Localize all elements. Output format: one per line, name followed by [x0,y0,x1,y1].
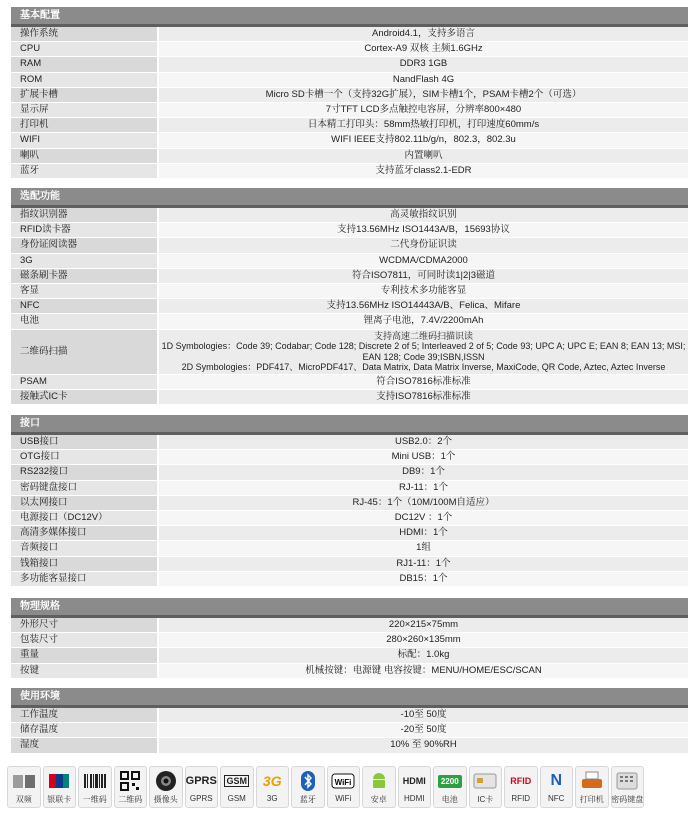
ic-card-icon [473,770,497,792]
feature-item [185,766,219,808]
feature-item [540,766,574,808]
barcode-icon [82,770,108,792]
spec-row [11,164,688,179]
feature-item [43,766,77,808]
feature-item [611,766,645,808]
3g-icon [263,770,282,792]
spec-key: 多功能客显接口 [11,572,157,586]
spec-row [11,723,688,738]
spec-section [11,415,688,587]
feature-label: 打印机 [579,795,604,804]
unionpay-card-icon [47,770,71,792]
spec-key: OTG接口 [11,450,157,464]
keypad-icon [615,770,639,792]
spec-key: 钱箱接口 [11,557,157,571]
spec-row [11,511,688,526]
spec-value: 锂离子电池，7.4V/2200mAh [157,314,688,328]
spec-row [11,633,688,648]
feature-item [362,766,396,808]
spec-value: 符合ISO7811，可同时读1|2|3磁道 [157,269,688,283]
spec-row [11,541,688,556]
dual-screen-icon [11,770,37,792]
feature-item [78,766,112,808]
feature-item [575,766,609,808]
spec-section [11,688,688,754]
printer-icon [580,770,604,792]
feature-label: 3G [266,794,278,803]
spec-key: WIFI [11,133,157,147]
feature-item [7,766,41,808]
spec-key: 密码键盘接口 [11,481,157,495]
spec-row [11,269,688,284]
spec-value: 1组 [157,541,688,555]
qrcode-icon [120,770,140,792]
spec-key: RAM [11,57,157,71]
android-icon [370,770,388,792]
spec-value: Mini USB：1个 [157,450,688,464]
feature-icon-text: 2200 [438,775,462,788]
spec-value: 支持ISO7816标准标准 [157,390,688,404]
spec-value: 内置喇叭 [157,149,688,163]
feature-label: GPRS [189,794,213,803]
spec-row [11,330,688,375]
spec-key: 喇叭 [11,149,157,163]
spec-row [11,450,688,465]
feature-icon-strip [7,766,695,824]
spec-value: USB2.0：2个 [157,435,688,449]
spec-value: -10至 50度 [157,708,688,722]
spec-row [11,375,688,390]
spec-key: 3G [11,254,157,268]
feature-label: 双频 [15,795,32,804]
spec-row [11,572,688,587]
feature-item [469,766,503,808]
spec-key: 操作系统 [11,27,157,41]
spec-value: 二代身份证识读 [157,238,688,252]
spec-key: 包装尺寸 [11,633,157,647]
spec-key: 打印机 [11,118,157,132]
spec-value: 机械按键：电源键 电容按键：MENU/HOME/ESC/SCAN [157,664,688,678]
spec-value: Android4.1，支持多语言 [157,27,688,41]
spec-value: WCDMA/CDMA2000 [157,254,688,268]
feature-item [256,766,290,808]
spec-value: DC12V ：1个 [157,511,688,525]
spec-row [11,481,688,496]
spec-section [11,188,688,405]
spec-key: 以太网接口 [11,496,157,510]
section-title: 接口 [11,415,688,435]
spec-row [11,435,688,450]
spec-row [11,73,688,88]
spec-key: 外形尺寸 [11,618,157,632]
feature-icon-text: RFID [510,776,532,786]
spec-row [11,238,688,253]
section-title: 物理规格 [11,598,688,618]
feature-item [220,766,254,808]
feature-label: 银联卡 [47,795,72,804]
gsm-icon [224,770,249,792]
spec-key: 音频接口 [11,541,157,555]
spec-value: 支持高速二维码扫描识读 1D Symbologies：Code 39; Codabar; Code 128; Discrete 2 of 5; Interleaved 2 of 5; Code 93; UPC A; UPC E; EAN 8; EAN 13; MSI; EAN 128; Code 39;ISBN,ISSN 2D Symbologies：PDF417、MicroPDF417、Data Matrix, Data Matrix Inverse, MaxiCode, QR Code, Aztec, Aztec Inverse [157,330,688,374]
spec-row [11,664,688,679]
spec-key: 电池 [11,314,157,328]
feature-label: 蓝牙 [299,795,316,804]
spec-key: CPU [11,42,157,56]
nfc-icon [550,770,562,792]
spec-row [11,465,688,480]
feature-label: NFC [548,794,565,803]
spec-value: 7寸TFT LCD多点触控电容屏，分辨率800×480 [157,103,688,117]
spec-row [11,526,688,541]
spec-key: RS232接口 [11,465,157,479]
spec-row [11,118,688,133]
spec-value: Cortex-A9 双核 主频1.6GHz [157,42,688,56]
feature-icon-text: GPRS [185,775,217,787]
feature-item [504,766,538,808]
spec-key: ROM [11,73,157,87]
spec-row [11,57,688,72]
spec-value: 专利技术多功能客显 [157,284,688,298]
spec-row [11,223,688,238]
spec-row [11,284,688,299]
section-title: 选配功能 [11,188,688,208]
spec-key: 电源接口（DC12V） [11,511,157,525]
spec-value: DB15：1个 [157,572,688,586]
spec-row [11,648,688,663]
section-title: 使用环境 [11,688,688,708]
spec-row [11,708,688,723]
feature-item [114,766,148,808]
spec-key: PSAM [11,375,157,389]
spec-value: WIFI IEEE支持802.11b/g/n，802.3，802.3u [157,133,688,147]
spec-key: 按键 [11,664,157,678]
spec-value: 支持13.56MHz ISO14443A/B、Felica、Mifare [157,299,688,313]
spec-key: 显示屏 [11,103,157,117]
spec-value: 标配：1.0kg [157,648,688,662]
gprs-icon [186,770,217,792]
feature-label: WiFi [335,794,352,803]
spec-value: -20至 50度 [157,723,688,737]
spec-row [11,149,688,164]
feature-label: RFID [511,794,531,803]
spec-row [11,27,688,42]
spec-row [11,314,688,329]
spec-key: 高清多媒体接口 [11,526,157,540]
spec-row [11,42,688,57]
spec-key: 储存温度 [11,723,157,737]
spec-row [11,299,688,314]
spec-row [11,618,688,633]
spec-section [11,598,688,679]
hdmi-icon [403,770,426,792]
spec-value: DDR3 1GB [157,57,688,71]
feature-label: 一维码 [82,795,107,804]
spec-row [11,496,688,511]
feature-icon-text: HDMI [402,776,426,786]
battery-icon [438,770,462,792]
rfid-icon [510,770,531,792]
spec-value: 10% 至 90%RH [157,738,688,752]
feature-label: GSM [227,794,246,803]
camera-icon [155,770,177,792]
feature-icon-text: N [550,772,563,789]
wifi-icon [331,770,355,792]
spec-value: DB9：1个 [157,465,688,479]
feature-item [433,766,467,808]
spec-value: 280×260×135mm [157,633,688,647]
spec-row [11,254,688,269]
spec-row [11,103,688,118]
spec-value: RJ-45：1个（10M/100M自适应） [157,496,688,510]
feature-label: HDMI [404,794,425,803]
feature-label: 电池 [441,795,458,804]
spec-value: RJ-11：1个 [157,481,688,495]
spec-value: 日本精工打印头：58mm热敏打印机，打印速度60mm/s [157,118,688,132]
spec-value: 支持13.56MHz ISO1443A/B，15693协议 [157,223,688,237]
feature-label: 摄像头 [153,795,178,804]
spec-key: 客显 [11,284,157,298]
feature-icon-text: 3G [262,773,282,789]
spec-key: 二维码扫描 [11,330,157,374]
spec-row [11,390,688,405]
feature-item [149,766,183,808]
svg-text:WiFi: WiFi [334,778,352,787]
spec-value: 符合ISO7816标准标准 [157,375,688,389]
spec-key: 重量 [11,648,157,662]
spec-section [11,7,688,179]
spec-row [11,738,688,753]
feature-icon-text: GSM [226,776,247,786]
spec-key: 磁条刷卡器 [11,269,157,283]
spec-value: NandFlash 4G [157,73,688,87]
section-title: 基本配置 [11,7,688,27]
spec-value: Micro SD卡槽一个（支持32G扩展），SIM卡槽1个，PSAM卡槽2个（可选） [157,88,688,102]
spec-key: 工作温度 [11,708,157,722]
feature-label: 安卓 [370,795,387,804]
spec-key: 接触式IC卡 [11,390,157,404]
bluetooth-icon [300,770,316,792]
spec-row [11,208,688,223]
spec-value: 支持蓝牙class2.1-EDR [157,164,688,178]
spec-row [11,88,688,103]
spec-value: 220×215×75mm [157,618,688,632]
spec-key: USB接口 [11,435,157,449]
spec-key: NFC [11,299,157,313]
spec-value: RJ1-11：1个 [157,557,688,571]
feature-item [398,766,432,808]
feature-label: 密码键盘 [611,795,644,804]
feature-item [291,766,325,808]
spec-key: RFID读卡器 [11,223,157,237]
spec-key: 湿度 [11,738,157,752]
feature-item [327,766,361,808]
spec-value: 高灵敏指纹识别 [157,208,688,222]
spec-value: HDMI：1个 [157,526,688,540]
spec-key: 指纹识别器 [11,208,157,222]
feature-label: IC卡 [477,795,494,804]
spec-key: 扩展卡槽 [11,88,157,102]
spec-row [11,557,688,572]
spec-key: 身份证阅读器 [11,238,157,252]
spec-key: 蓝牙 [11,164,157,178]
feature-label: 二维码 [118,795,143,804]
spec-row [11,133,688,148]
